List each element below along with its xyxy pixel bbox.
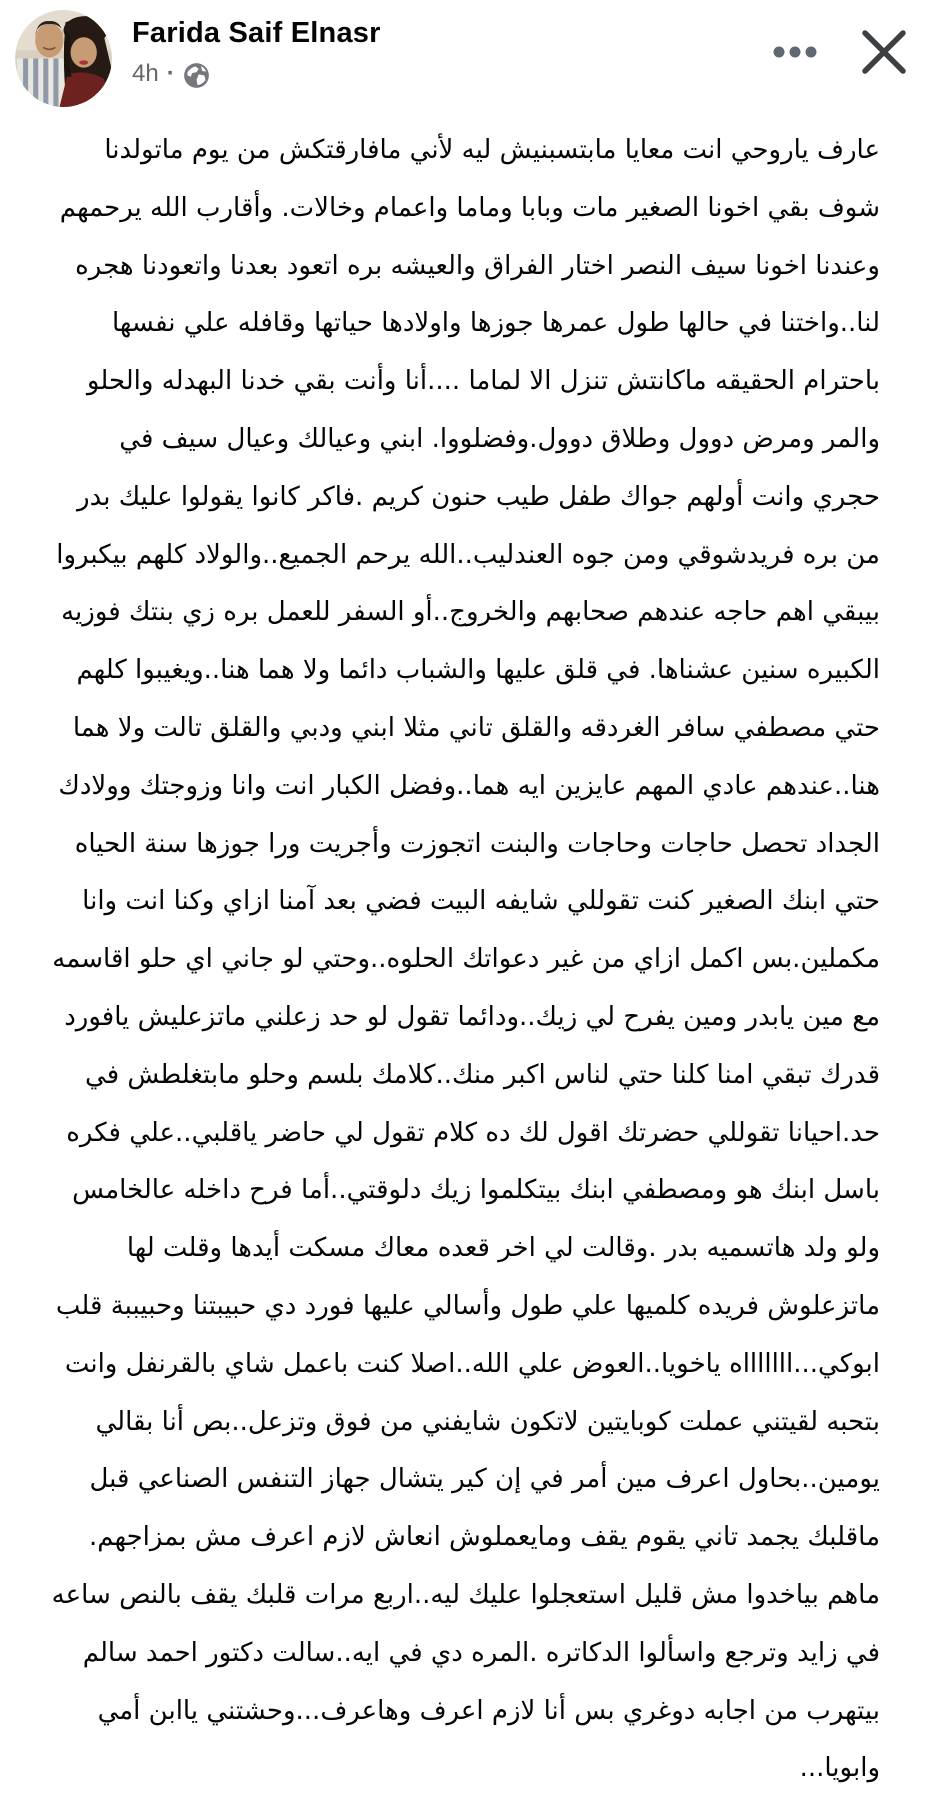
post-text-line: يومين..بحاول اعرف مين أمر في إن كير يتشال جهاز التنفس الصناعي قبل (89, 1464, 880, 1495)
post-text-line: قدرك تبقي امنا كلنا حتي لناس اكبر منك..كلامك بلسم وحلو مابتغلطش في (85, 1059, 880, 1090)
post-text-line: ماهم بياخدوا مش قليل استعجلوا عليك ليه..اربع مرات قلبك يقف بالنص ساعه (51, 1579, 880, 1610)
post-text-line: ماتزعلوش فريده كلميها علي طول وأسالي عليها فورد دي حبيبتنا وحبيببة قلب (55, 1290, 880, 1321)
close-button[interactable] (856, 24, 912, 83)
post-text-line: شوف بقي اخونا الصغير مات وبابا وماما واعمام وخالات. وأقارب الله يرحمهم (59, 192, 880, 223)
post-text-line: ابوكي...اااااااه ياخويا..العوض علي الله..اصلا كنت باعمل شاي بالقرنفل وانت (64, 1348, 880, 1379)
post-text-line: الجداد تحصل حاجات وحاجات والبنت اتجوزت وأجريت ورا جوزها سنة الحياه (74, 828, 880, 859)
post-text-line: مكملين.بس اكمل ازاي من غير دعواتك الحلوه..وحتي لو جاني اي حلو اقاسمه (52, 944, 880, 975)
post-text-line: هنا..عندهم عادي المهم عايزين ايه هما..وفضل الكبار انت وانا وزوجتك وولادك (58, 770, 880, 801)
post-text-line: باسل ابنك هو ومصطفي ابنك بيتكلموا زيك دلوقتي..أما فرح داخله عالخامس (72, 1175, 880, 1206)
timestamp[interactable]: 4h (132, 60, 159, 88)
post-text-line: بيبقي اهم حاجه عندهم صحابهم والخروج..أو السفر للعمل بره زي بنتك فوزيه (61, 597, 880, 628)
post-text-line: من بره فريدشوقي ومن جوه العندليب..الله يرحم الجميع..والولاد كلهم بيكبروا (56, 539, 880, 570)
avatar[interactable] (15, 10, 112, 107)
post-meta (132, 60, 768, 89)
header-text (132, 10, 768, 89)
globe-public-icon (183, 62, 210, 89)
post-text-line: باحترام الحقيقه ماكانتش تنزل الا لماما ....أنا وأنت بقي خدنا البهدله والحلو (86, 366, 880, 397)
post-text-line: وابويا... (799, 1753, 880, 1784)
post-text-line: في زايد وترجع واسألوا الدكاتره .المره دي في ايه..سالت دكتور احمد سالم (82, 1637, 880, 1668)
post-text-line: مع مين يابدر ومين يفرح لي زيك..ودائما تقول لو حد زعلني ماتزعليش يافورد (64, 1001, 880, 1032)
post-text-line: وعندنا اخونا سيف النصر اختار الفراق والعيشه بره اتعود بعدنا واتعودنا هجره (75, 250, 880, 281)
avatar-photo (15, 10, 112, 107)
post-text-line: حتي مصطفي سافر الغردقه والقلق تاني مثلا ابني ودبي والقلق تالت ولا هما (72, 712, 880, 743)
ellipsis-horizontal-icon (772, 45, 818, 62)
post-text-line: ماقلبك يجمد تاني يقوم يقف ومايعملوش انعاش لازم اعرف مش بمزاجهم. (89, 1522, 880, 1553)
meta-separator: · (166, 60, 175, 88)
post-text-line: حتي ابنك الصغير كنت تقوللي شايفه البيت فضي بعد آمنا ازاي وكنا انت وانا (82, 886, 880, 917)
post-text (0, 112, 932, 1798)
post-text-line: بيتهرب من اجابه دوغري بس أنا لازم اعرف وهاعرف...وحشتني ياابن أمي (97, 1695, 880, 1726)
x-close-icon (860, 28, 908, 79)
more-options-button[interactable] (768, 41, 822, 66)
post-text-line: ولو ولد هاتسميه بدر .وقالت لي اخر قعده معاك مسكت أيدها وقلت لها (126, 1233, 880, 1264)
author-name[interactable]: Farida Saif Elnasr (132, 17, 381, 49)
post-text-line: حد.احيانا تقوللي حضرتك اقول لك ده كلام تقول لي حاضر ياقلبي..علي فكره (66, 1117, 880, 1148)
post-text-line: لنا..واختنا في حالها طول عمرها جوزها واولادها حياتها وقافله علي نفسها (111, 308, 880, 339)
post-text-line: عارف ياروحي انت معايا مابتسبنيش ليه لأني مافارقتكش من يوم ماتولدنا (104, 135, 880, 165)
post-body (0, 112, 932, 1798)
post-text-line: بتحبه لقيتني عملت كوبايتين لاتكون شايفني من فوق وتزعل..بص أنا بقالي (95, 1406, 880, 1437)
post-header (0, 0, 932, 112)
post-text-line: الكبيره سنين عشناها. في قلق عليها والشباب دائما ولا هما هنا..ويغيبوا كلهم (76, 655, 880, 686)
header-actions (768, 10, 912, 83)
post-text-line: والمر ومرض دوول وطلاق دوول.وفضلووا. ابني وعيالك وعيال سيف في (119, 423, 880, 454)
post-text-line: حجري وانت أولهم جواك طفل طيب حنون كريم .فاكر كانوا يقولوا عليك بدر (77, 481, 880, 512)
